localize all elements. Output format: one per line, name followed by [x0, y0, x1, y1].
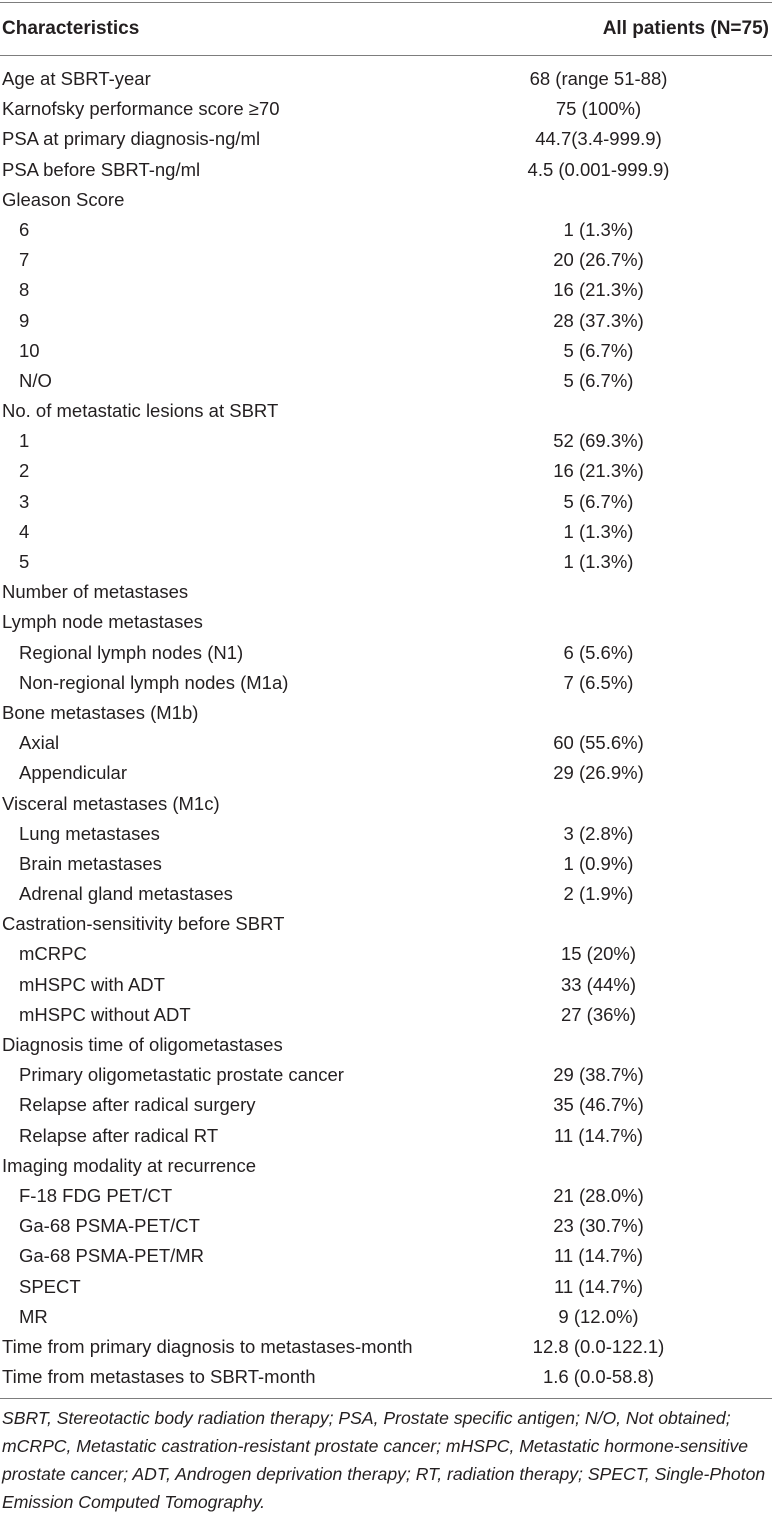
- row-value: 3 (2.8%): [563, 822, 634, 844]
- table-row: [0, 245, 772, 275]
- row-label: PSA before SBRT-ng/ml: [2, 158, 201, 180]
- row-value: 29 (26.9%): [553, 762, 644, 784]
- row-label: Time from primary diagnosis to metastases-month: [2, 1335, 413, 1357]
- row-label: 5: [19, 551, 30, 572]
- row-label: Primary oligometastatic prostate cancer: [19, 1064, 344, 1086]
- row-label: Number of metastases: [2, 581, 189, 603]
- table-row: [0, 577, 772, 607]
- table-row: [0, 1241, 772, 1271]
- row-value: 27 (36%): [560, 1003, 637, 1025]
- row-label: Castration-sensitivity before SBRT: [2, 913, 285, 935]
- row-label: 10: [19, 339, 40, 361]
- row-label: No. of metastatic lesions at SBRT: [2, 400, 279, 422]
- row-value: 1.6 (0.0-58.8): [542, 1366, 655, 1388]
- row-label: Visceral metastases (M1c): [2, 792, 220, 814]
- table-row: [0, 909, 772, 939]
- row-value: 16 (21.3%): [553, 460, 644, 482]
- row-value: 1 (0.9%): [563, 852, 634, 874]
- row-label: 3: [19, 490, 30, 512]
- row-label: Appendicular: [19, 762, 127, 784]
- row-label: 8: [19, 279, 30, 301]
- row-value: 12.8 (0.0-122.1): [532, 1335, 665, 1357]
- table-row: [0, 607, 772, 637]
- table-row: [0, 185, 772, 215]
- row-value: 16 (21.3%): [553, 279, 644, 301]
- table-row: [0, 1272, 772, 1302]
- table-row: [0, 1030, 772, 1060]
- row-label: Axial: [19, 732, 60, 754]
- row-value: 68 (range 51-88): [529, 68, 668, 89]
- row-label: MR: [19, 1305, 48, 1327]
- table-row: [0, 64, 772, 94]
- row-label: Lung metastases: [19, 822, 160, 844]
- row-value: 20 (26.7%): [553, 249, 644, 271]
- row-value: 5 (6.7%): [563, 339, 634, 361]
- row-value: 11 (14.7%): [553, 1275, 644, 1297]
- table-row: [0, 306, 772, 336]
- table-row: [0, 849, 772, 879]
- table-row: [0, 124, 772, 154]
- table-row: [0, 426, 772, 456]
- row-value: 75 (100%): [555, 98, 642, 120]
- row-label: Age at SBRT-year: [2, 68, 151, 89]
- row-value: 4.5 (0.001-999.9): [527, 158, 670, 180]
- row-label: Bone metastases (M1b): [2, 701, 199, 723]
- table-row: [0, 94, 772, 124]
- row-label: Regional lymph nodes (N1): [19, 641, 244, 663]
- row-value: 28 (37.3%): [553, 309, 644, 331]
- table-bottom-rule: [0, 1398, 772, 1399]
- row-label: Time from metastases to SBRT-month: [2, 1366, 316, 1388]
- row-label: Relapse after radical surgery: [19, 1094, 256, 1116]
- table-body: [0, 64, 772, 1392]
- row-value: 21 (28.0%): [553, 1184, 644, 1206]
- row-value: 7 (6.5%): [563, 671, 634, 693]
- table-header-rule: [0, 55, 772, 56]
- header-characteristics: Characteristics: [2, 18, 140, 39]
- row-value: 6 (5.6%): [563, 641, 634, 663]
- table-row: [0, 1090, 772, 1120]
- table-row: [0, 758, 772, 788]
- row-value: 11 (14.7%): [553, 1124, 644, 1146]
- table-row: [0, 1060, 772, 1090]
- row-value: 60 (55.6%): [553, 732, 644, 754]
- row-label: 2: [19, 460, 30, 482]
- row-label: 9: [19, 309, 30, 331]
- row-label: SPECT: [19, 1275, 81, 1297]
- row-value: 52 (69.3%): [553, 430, 644, 452]
- row-label: 6: [19, 218, 30, 240]
- table-row: [0, 1151, 772, 1181]
- table-row: [0, 487, 772, 517]
- row-value: 11 (14.7%): [553, 1245, 644, 1267]
- table-row: [0, 789, 772, 819]
- row-label: Ga-68 PSMA-PET/MR: [19, 1245, 205, 1267]
- row-label: mHSPC with ADT: [19, 973, 165, 995]
- table-row: [0, 1302, 772, 1332]
- row-value: 44.7(3.4-999.9): [535, 128, 662, 150]
- row-label: Brain metastases: [19, 852, 162, 874]
- table-row: [0, 638, 772, 668]
- row-value: 23 (30.7%): [553, 1215, 644, 1237]
- row-label: Lymph node metastases: [2, 611, 203, 633]
- table-footnote: SBRT, Stereotactic body radiation therapy; PSA, Prostate specific antigen; N/O, Not obtained; mCRPC, Metastatic castration-resistant prostate cancer; mHSPC, Metastatic hormone-sensitive prostate cancer; ADT, Androgen deprivation therapy; RT, radiation therapy; SPECT, Single-Photon Emission Computed Tomography.: [2, 1408, 766, 1512]
- row-label: Non-regional lymph nodes (M1a): [19, 671, 289, 693]
- row-label: Ga-68 PSMA-PET/CT: [19, 1215, 200, 1237]
- row-value: 5 (6.7%): [563, 490, 634, 512]
- row-label: F-18 FDG PET/CT: [19, 1184, 173, 1206]
- table-row: [0, 668, 772, 698]
- row-label: PSA at primary diagnosis-ng/ml: [2, 128, 261, 150]
- table-row: [0, 1121, 772, 1151]
- row-label: N/O: [19, 369, 52, 391]
- table-row: [0, 547, 772, 577]
- row-label: mHSPC without ADT: [19, 1003, 191, 1025]
- table-row: [0, 1000, 772, 1030]
- row-label: Adrenal gland metastases: [19, 883, 233, 905]
- header-all-patients: All patients (N=75): [602, 18, 769, 39]
- row-label: Diagnosis time of oligometastases: [2, 1034, 283, 1055]
- table-row: [0, 1362, 772, 1392]
- row-label: Imaging modality at recurrence: [2, 1154, 256, 1176]
- table-row: [0, 155, 772, 185]
- row-value: 9 (12.0%): [558, 1305, 639, 1327]
- row-value: 33 (44%): [560, 973, 637, 995]
- table-row: [0, 1181, 772, 1211]
- table-row: [0, 728, 772, 758]
- row-value: 1 (1.3%): [563, 520, 634, 542]
- row-value: 35 (46.7%): [553, 1094, 644, 1116]
- table-row: [0, 396, 772, 426]
- table-row: [0, 366, 772, 396]
- table-row: [0, 275, 772, 305]
- row-value: 5 (6.7%): [563, 369, 634, 391]
- table-header: [0, 2, 772, 55]
- table-row: [0, 336, 772, 366]
- row-label: 1: [19, 430, 30, 452]
- table-row: [0, 819, 772, 849]
- table-row: [0, 879, 772, 909]
- row-label: 4: [19, 520, 30, 542]
- row-label: Gleason Score: [2, 188, 125, 210]
- row-value: 15 (20%): [560, 943, 637, 965]
- table-row: [0, 970, 772, 1000]
- row-value: 29 (38.7%): [553, 1064, 644, 1086]
- row-label: Karnofsky performance score ≥70: [2, 98, 280, 120]
- row-value: 1 (1.3%): [563, 551, 634, 572]
- table-row: [0, 1332, 772, 1362]
- row-value: 2 (1.9%): [563, 883, 634, 905]
- row-label: Relapse after radical RT: [19, 1124, 219, 1146]
- table-row: [0, 1211, 772, 1241]
- row-label: mCRPC: [19, 943, 87, 965]
- row-label: 7: [19, 249, 30, 271]
- table-row: [0, 215, 772, 245]
- table-row: [0, 456, 772, 486]
- table-row: [0, 939, 772, 969]
- table-row: [0, 517, 772, 547]
- table-row: [0, 698, 772, 728]
- row-value: 1 (1.3%): [563, 218, 634, 240]
